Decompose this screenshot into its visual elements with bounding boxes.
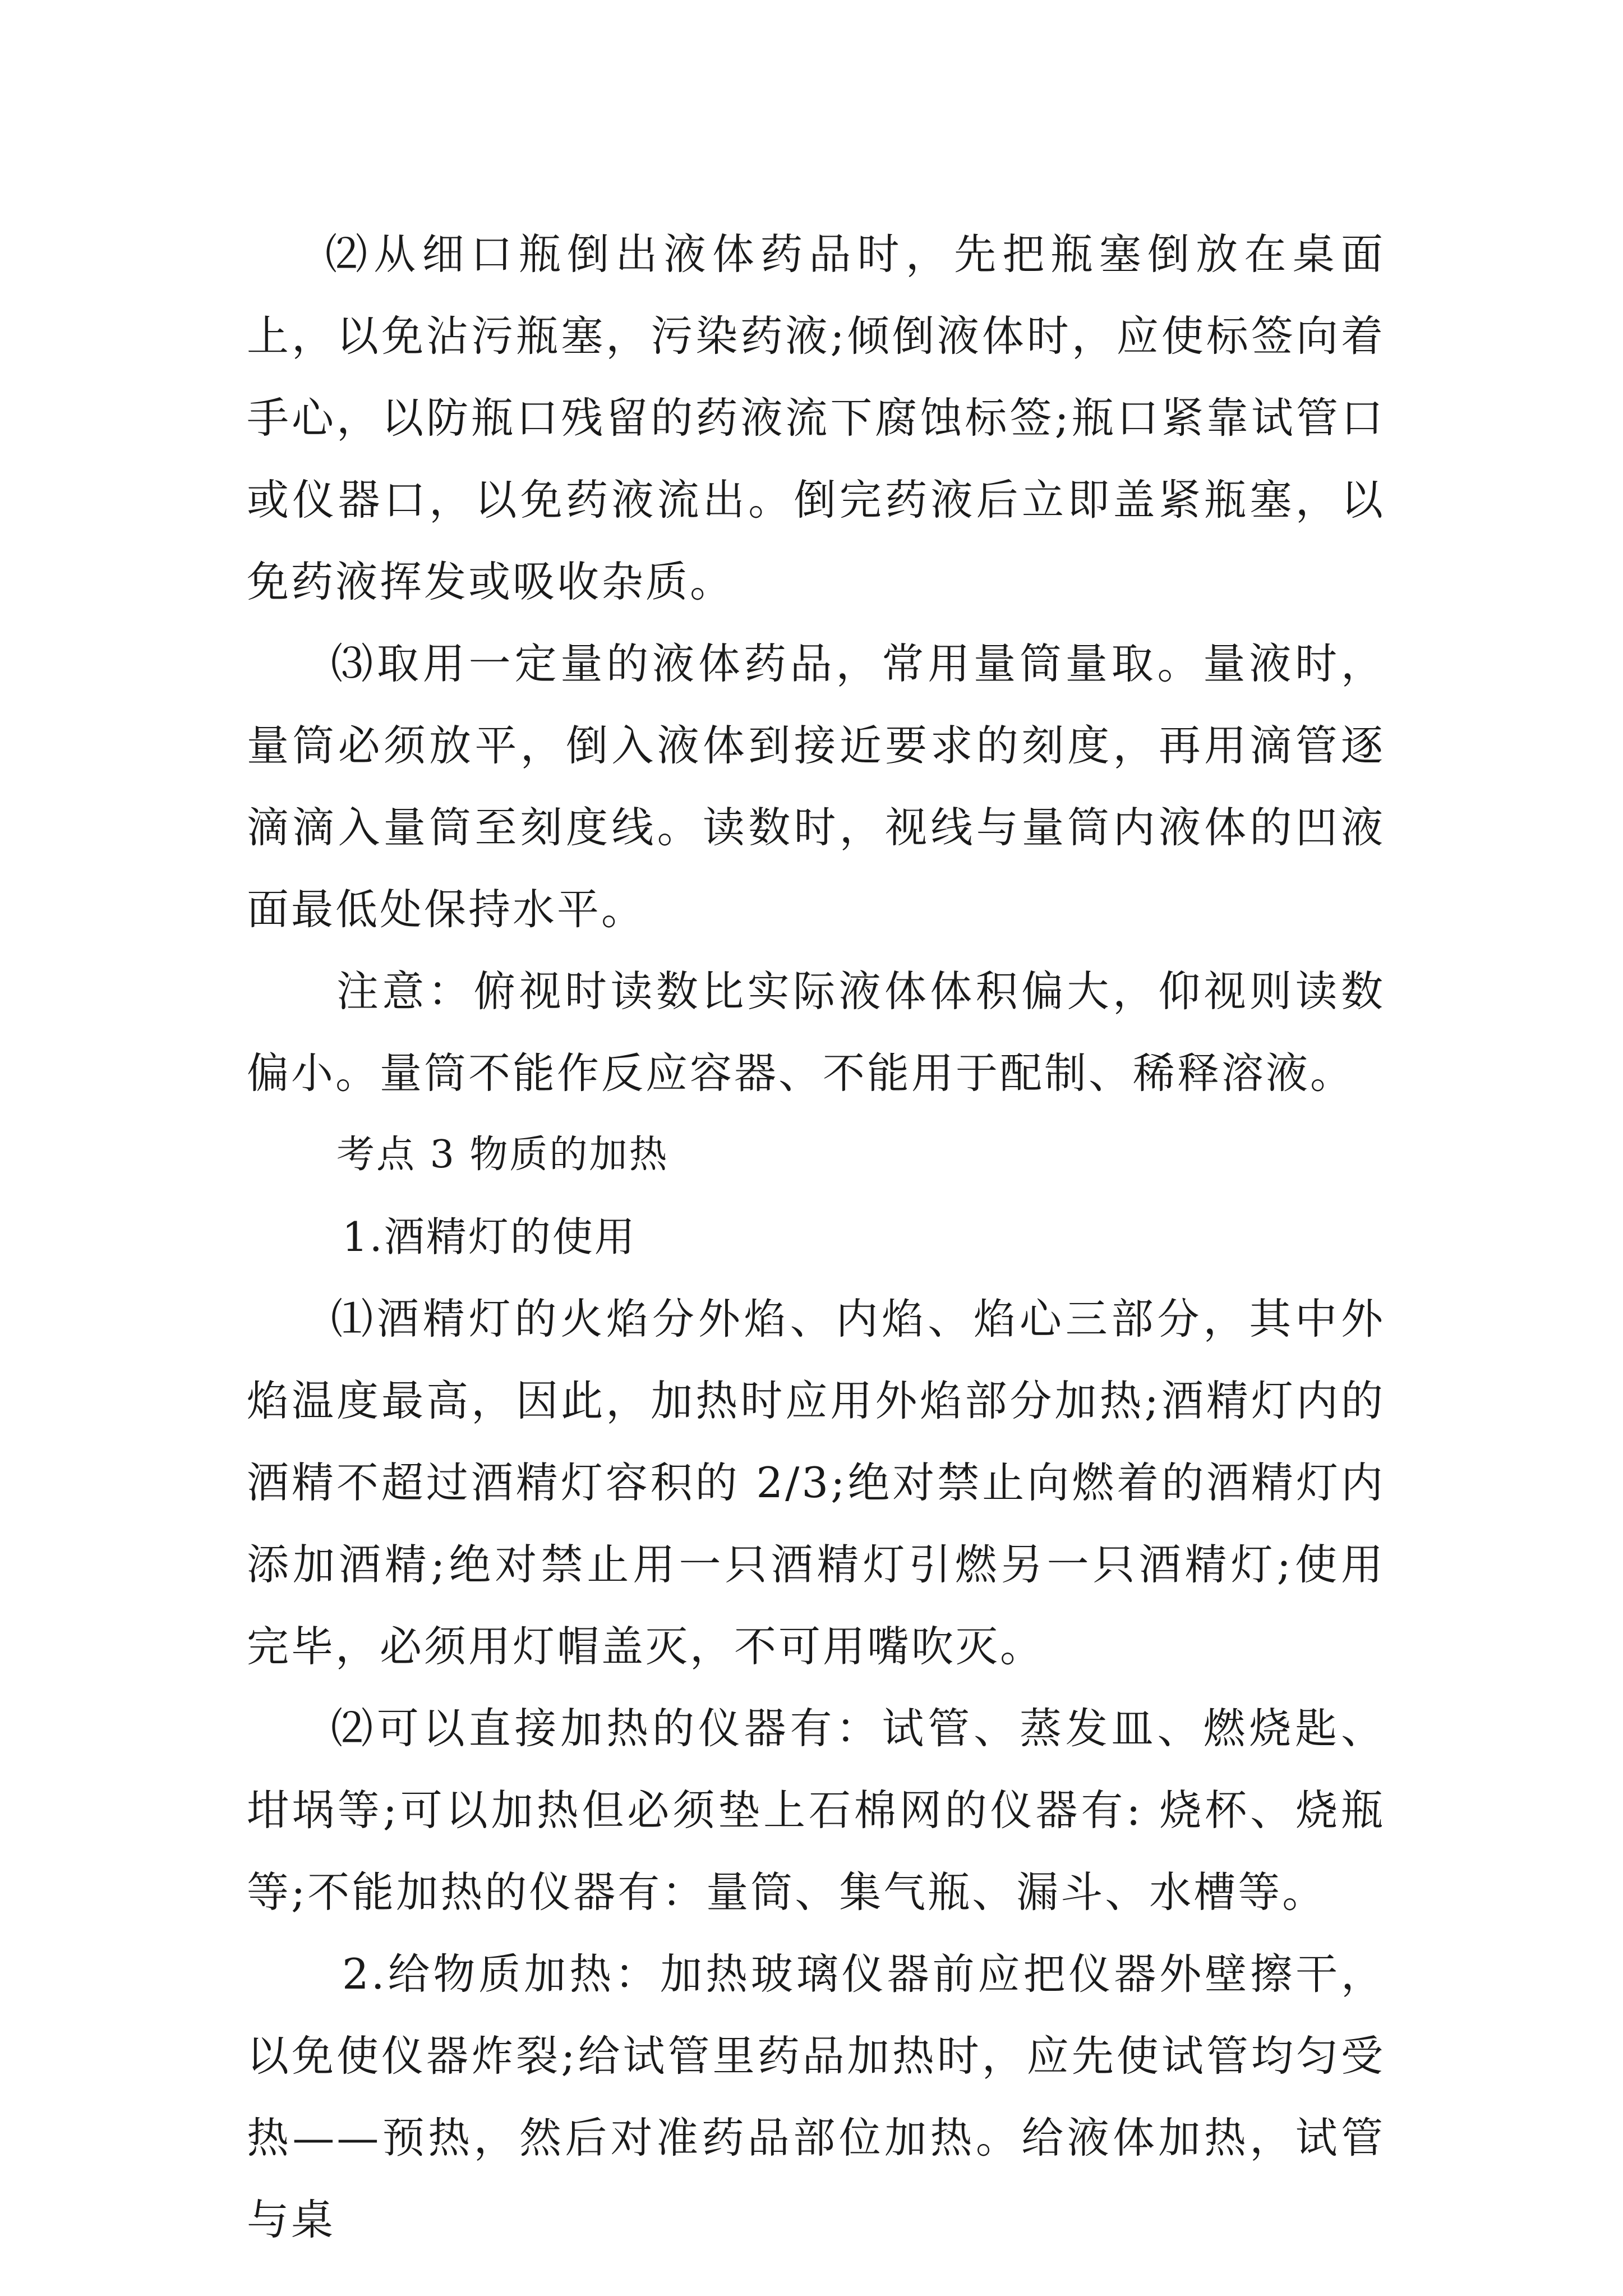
paragraph-measure-liquid: ⑶取用一定量的液体药品，常用量筒量取。量液时，量筒必须放平，倒入液体到接近要求的刻度，再用滴管逐滴滴入量筒至刻度线。读数时，视线与量筒内液体的凹液面最低处保持水平。 xyxy=(247,639,1385,934)
paragraph-heatable-instruments: ⑵可以直接加热的仪器有：试管、蒸发皿、燃烧匙、坩埚等;可以加热但必须垫上石棉网的仪器有: 烧杯、烧瓶等;不能加热的仪器有：量筒、集气瓶、漏斗、水槽等。 xyxy=(247,1704,1385,1917)
paragraph-pour-liquid: ⑵从细口瓶倒出液体药品时，先把瓶塞倒放在桌面上，以免沾污瓶塞，污染药液;倾倒液体时，应使标签向着手心，以防瓶口残留的药液流下腐蚀标签;瓶口紧靠试管口或仪器口，以免药液流出。倒完药液后立即盖紧瓶塞，以免药液挥发或吸收杂质。 xyxy=(247,229,1385,606)
sub-heading: 1.酒精灯的使用 xyxy=(342,1213,637,1260)
paragraph-alcohol-lamp: ⑴酒精灯的火焰分外焰、内焰、焰心三部分，其中外焰温度最高，因此，加热时应用外焰部分加热;酒精灯内的酒精不超过酒精灯容积的 2/3;绝对禁止向燃着的酒精灯内添加酒精;绝对禁止用一只酒精灯引燃另一只酒精灯;使用完毕，必须用灯帽盖灭，不可用嘴吹灭。 xyxy=(247,1294,1385,1671)
section-heading: 考点 3 物质的加热 xyxy=(336,1133,669,1177)
paragraph-heating-substances: 2.给物质加热：加热玻璃仪器前应把仪器外壁擦干，以免使仪器炸裂;给试管里药品加热时，应先使试管均匀受热——预热，然后对准药品部位加热。给液体加热，试管与桌 xyxy=(247,1949,1385,2244)
document-body xyxy=(247,213,1385,2261)
paragraph-note: 注意：俯视时读数比实际液体体积偏大，仰视则读数偏小。量筒不能作反应容器、不能用于配制、稀释溶液。 xyxy=(247,967,1385,1098)
